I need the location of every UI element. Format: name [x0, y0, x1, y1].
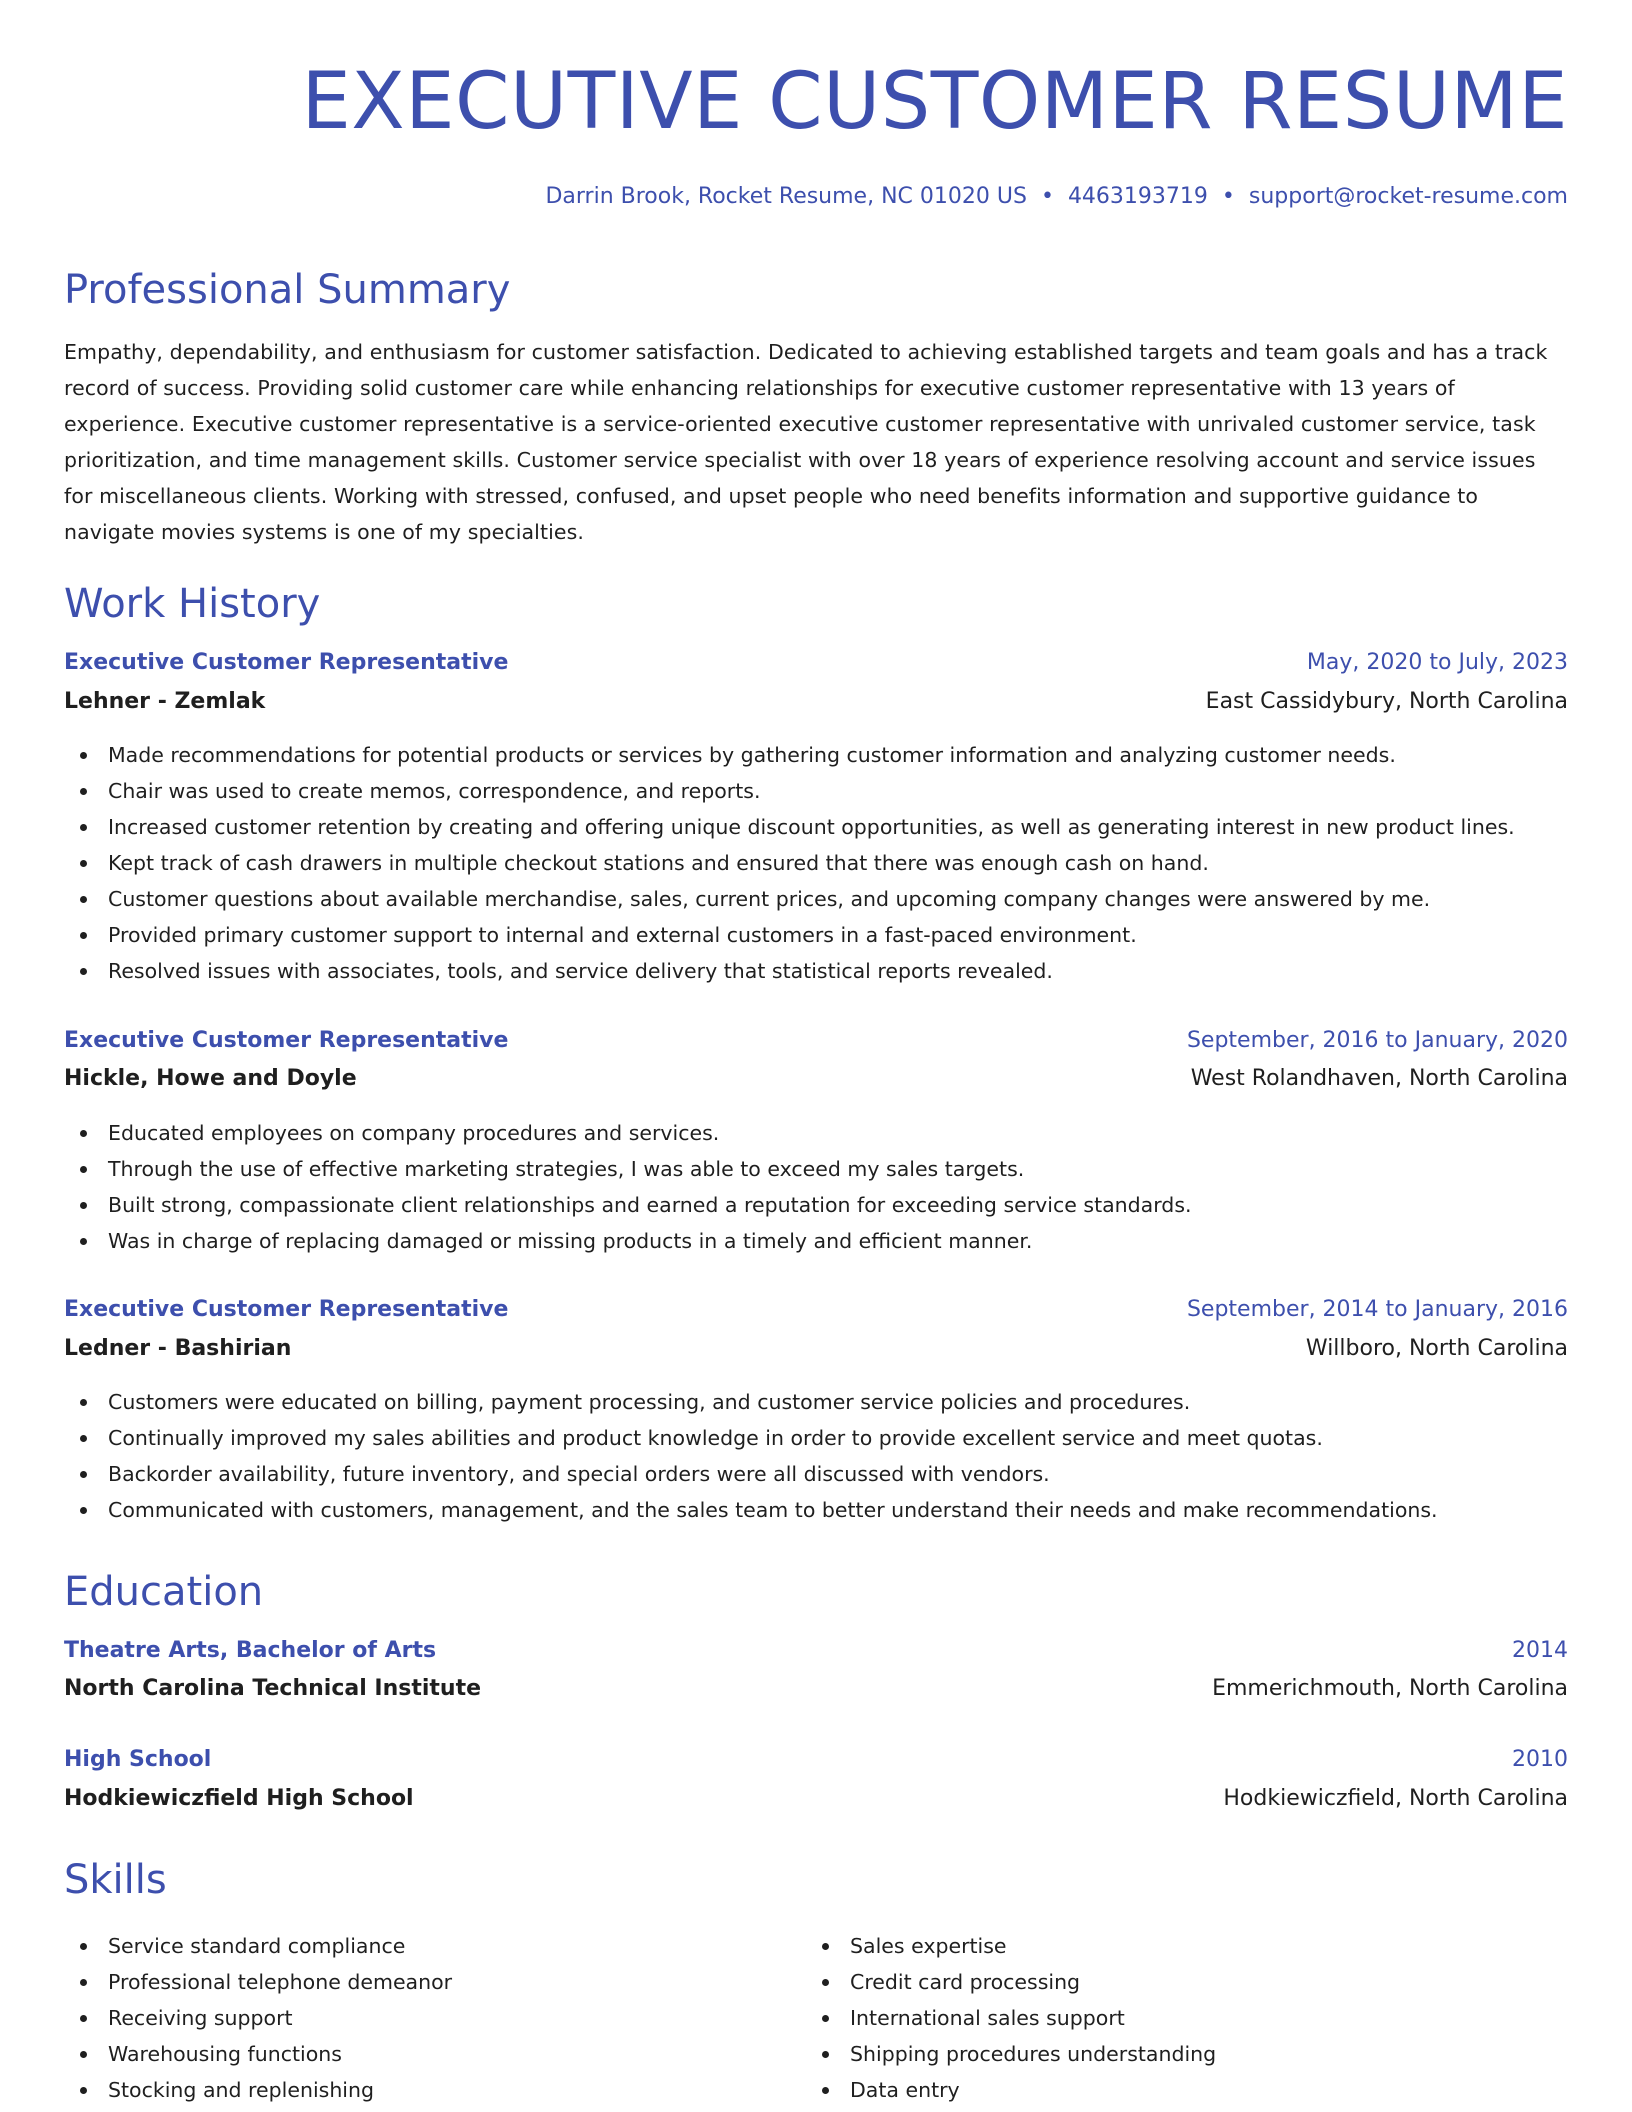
- skill-item: Receiving support: [64, 2000, 1568, 2036]
- job-employer: Lehner - Zemlak: [64, 689, 266, 714]
- list-item: Educated employees on company procedures and services.: [64, 1115, 1568, 1151]
- list-item: Provided primary customer support to internal and external customers in a fast-paced environment.: [64, 917, 1568, 953]
- education-degree: Theatre Arts, Bachelor of Arts: [64, 1638, 437, 1663]
- job-dates: September, 2014 to January, 2016: [1186, 1297, 1568, 1322]
- job-employer-row: [64, 1332, 1568, 1366]
- skill-item: Sales expertise: [806, 1928, 1632, 1964]
- education-heading: Education: [64, 1569, 264, 1615]
- education-school: North Carolina Technical Institute: [64, 1676, 482, 1701]
- skills-list-right: [806, 1928, 1632, 2108]
- job-employer: Ledner - Bashirian: [64, 1336, 292, 1361]
- work-history-heading: Work History: [64, 581, 321, 627]
- skill-item: International sales support: [806, 2000, 1632, 2036]
- list-item: Built strong, compassionate client relationships and earned a reputation for exceeding service standards.: [64, 1187, 1568, 1223]
- skill-item: Credit card processing: [806, 1964, 1632, 2000]
- education-year: 2010: [1512, 1747, 1568, 1772]
- list-item: Kept track of cash drawers in multiple checkout stations and ensured that there was enough cash on hand.: [64, 845, 1568, 881]
- education-location: Emmerichmouth, North Carolina: [1212, 1676, 1568, 1701]
- education-header: [64, 1743, 1568, 1777]
- skills-heading: Skills: [64, 1857, 167, 1903]
- job-header: [64, 1293, 1568, 1327]
- job-location: Willboro, North Carolina: [1305, 1336, 1568, 1361]
- skill-item: Data entry: [806, 2072, 1632, 2108]
- skill-item: Professional telephone demeanor: [64, 1964, 1568, 2000]
- education-school: Hodkiewiczfield High School: [64, 1786, 414, 1811]
- list-item: Customer questions about available merchandise, sales, current prices, and upcoming company changes were answered by me.: [64, 881, 1568, 917]
- list-item: Was in charge of replacing damaged or missing products in a timely and efficient manner.: [64, 1223, 1568, 1259]
- job-employer: Hickle, Howe and Doyle: [64, 1066, 357, 1091]
- list-item: Communicated with customers, management, and the sales team to better understand their needs and make recommendations.: [64, 1492, 1568, 1528]
- contact-address: Darrin Brook, Rocket Resume, NC 01020 US: [545, 184, 1027, 209]
- summary-text: Empathy, dependability, and enthusiasm for customer satisfaction. Dedicated to achieving established targets and team goals and has a track record of success. Providing solid customer care while enhancing relationships for executive customer representative with 13 years of experience. Executive customer representative is a service-oriented executive customer representative with unrivaled customer service, task prioritization, and time management skills. Customer service specialist with over 18 years of experience resolving account and service issues for miscellaneous clients. Working with stressed, confused, and upset people who need benefits information and supportive guidance to navigate movies systems is one of my specialties.: [64, 340, 1548, 544]
- education-location: Hodkiewiczfield, North Carolina: [1223, 1786, 1568, 1811]
- list-item: Continually improved my sales abilities and product knowledge in order to provide excellent service and meet quotas.: [64, 1420, 1568, 1456]
- job-title: Executive Customer Representative: [64, 650, 509, 675]
- job-title: Executive Customer Representative: [64, 1297, 509, 1322]
- education-year: 2014: [1512, 1638, 1568, 1663]
- list-item: Increased customer retention by creating and offering unique discount opportunities, as well as generating interest in new product lines.: [64, 809, 1568, 845]
- skill-item: Shipping procedures understanding: [806, 2036, 1632, 2072]
- skill-item: Service standard compliance: [64, 1928, 1568, 1964]
- list-item: Chair was used to create memos, correspondence, and reports.: [64, 773, 1568, 809]
- job-header: [64, 646, 1568, 680]
- list-item: Resolved issues with associates, tools, and service delivery that statistical reports revealed.: [64, 953, 1568, 989]
- contact-phone: 4463193719: [1067, 184, 1208, 209]
- list-item: Backorder availability, future inventory, and special orders were all discussed with vendors.: [64, 1456, 1568, 1492]
- list-item: Through the use of effective marketing strategies, I was able to exceed my sales targets.: [64, 1151, 1568, 1187]
- job-title: Executive Customer Representative: [64, 1028, 509, 1053]
- job-location: East Cassidybury, North Carolina: [1205, 689, 1568, 714]
- skill-item: Warehousing functions: [64, 2036, 1568, 2072]
- job-employer-row: [64, 1062, 1568, 1096]
- job-bullets: [64, 1384, 1568, 1528]
- resume-title: EXECUTIVE CUSTOMER RESUME: [301, 57, 1568, 147]
- job-bullets: [64, 1115, 1568, 1259]
- contact-email: support@rocket-resume.com: [1248, 184, 1568, 209]
- job-header: [64, 1024, 1568, 1058]
- education-degree: High School: [64, 1747, 212, 1772]
- education-school-row: [64, 1672, 1568, 1706]
- list-item: Made recommendations for potential products or services by gathering customer information and analyzing customer needs.: [64, 737, 1568, 773]
- job-location: West Rolandhaven, North Carolina: [1190, 1066, 1568, 1091]
- job-dates: September, 2016 to January, 2020: [1186, 1028, 1568, 1053]
- resume-page: [64, 0, 1568, 2112]
- summary-heading: Professional Summary: [64, 267, 511, 313]
- contact-separator: •: [1040, 184, 1054, 209]
- job-bullets: [64, 737, 1568, 989]
- contact-separator: •: [1221, 184, 1235, 209]
- list-item: Customers were educated on billing, payment processing, and customer service policies and procedures.: [64, 1384, 1568, 1420]
- education-school-row: [64, 1782, 1568, 1816]
- job-dates: May, 2020 to July, 2023: [1306, 650, 1568, 675]
- job-employer-row: [64, 685, 1568, 719]
- education-header: [64, 1634, 1568, 1668]
- skill-item: Stocking and replenishing: [64, 2072, 1568, 2108]
- contact-line: [545, 180, 1568, 214]
